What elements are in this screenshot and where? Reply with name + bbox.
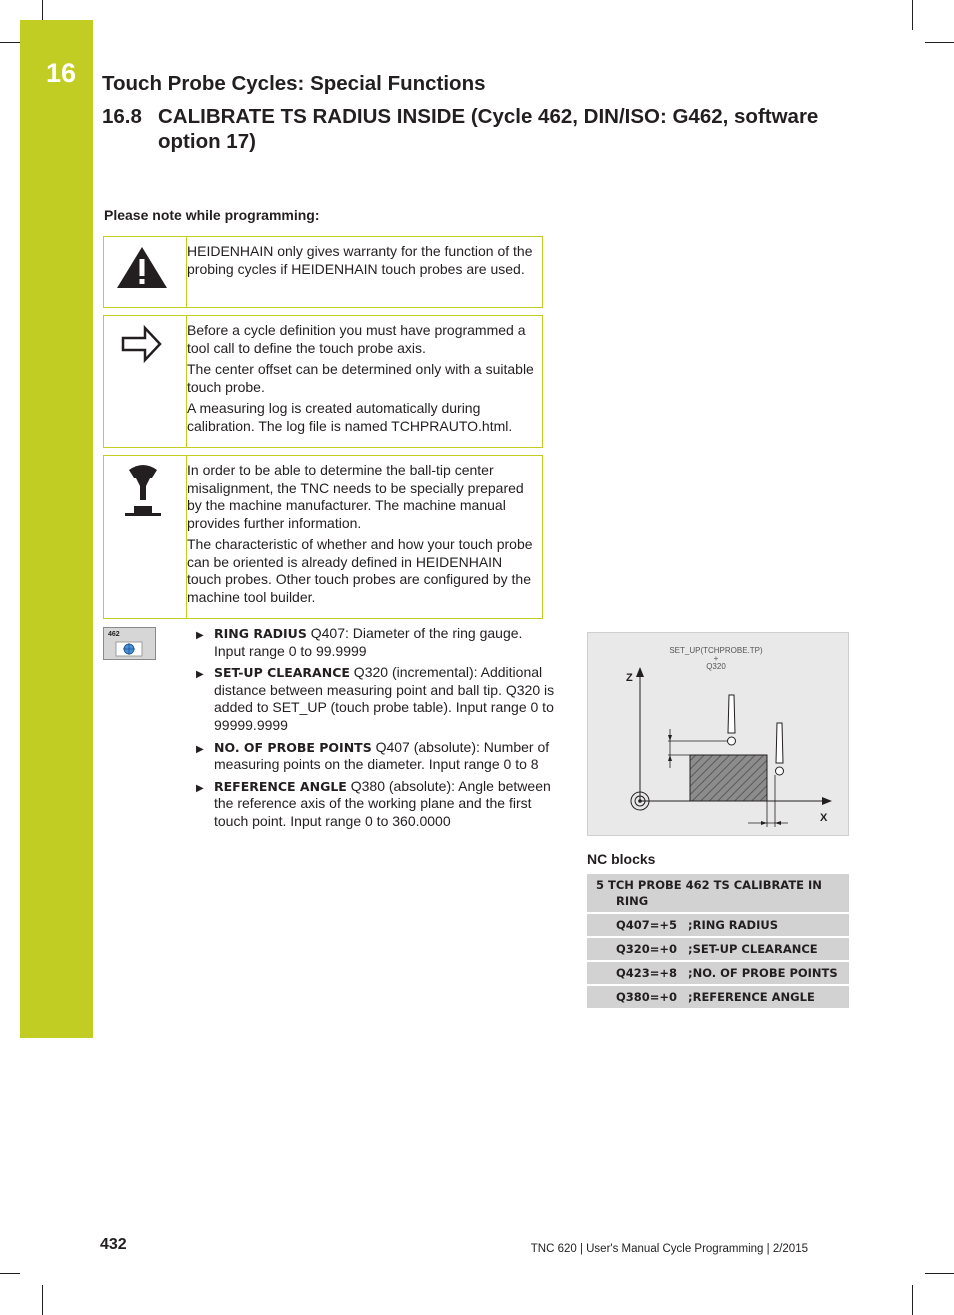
- machine-icon: [104, 456, 186, 526]
- parameter-keyword: RING RADIUS: [214, 626, 307, 641]
- parameter-item: [196, 778, 556, 831]
- softkey-label: 462: [108, 631, 120, 638]
- note-paragraph: In order to be able to determine the ball-tip center misalignment, the TNC needs to be specially prepared by the machine manufacturer. The machine manual provides further information.: [187, 462, 524, 531]
- crop-mark: [0, 42, 20, 43]
- parameter-description: Q320 (incremental): Additional distance between measuring point and ball tip. Q320 is added to SET_UP (touch probe table). Input range 0 to 99999.9999: [214, 664, 555, 733]
- note-paragraph: A measuring log is created automatically during calibration. The log file is named TCHPRAUTO.html.: [187, 400, 513, 434]
- note-box-warning: [103, 236, 543, 308]
- section-title-text: CALIBRATE TS RADIUS INSIDE (Cycle 462, DIN/ISO: G462, software option 17): [158, 105, 819, 153]
- nc-comment: ;NO. OF PROBE POINTS: [688, 966, 838, 980]
- note-paragraph: HEIDENHAIN only gives warranty for the function of the probing cycles if HEIDENHAIN touch probes are used.: [187, 243, 533, 277]
- note-paragraph: Before a cycle definition you must have programmed a tool call to define the touch probe axis.: [187, 322, 526, 356]
- nc-comment: ;REFERENCE ANGLE: [688, 990, 815, 1004]
- axis-x-label: X: [820, 812, 828, 824]
- nc-param: Q407=+5: [616, 918, 678, 932]
- section-number: 16.8: [102, 105, 142, 128]
- chapter-title: Touch Probe Cycles: Special Functions: [102, 72, 486, 95]
- nc-block-row: [587, 938, 849, 962]
- parameter-keyword: SET-UP CLEARANCE: [214, 665, 350, 681]
- parameter-item: [196, 625, 556, 660]
- note-text: [187, 456, 534, 606]
- nc-blocks-table: [587, 874, 849, 1010]
- note-text: [187, 237, 534, 278]
- figure-label-plus: +: [713, 654, 719, 663]
- crop-mark: [912, 0, 913, 30]
- nc-param: Q320=+0: [616, 942, 678, 956]
- chapter-band: [20, 20, 93, 1038]
- page-number: 432: [100, 1236, 127, 1253]
- parameter-keyword: REFERENCE ANGLE: [214, 778, 347, 794]
- note-box-machine: [103, 455, 543, 619]
- crop-mark: [42, 1285, 43, 1315]
- parameter-list: [196, 625, 556, 835]
- crop-mark: [0, 1273, 20, 1274]
- figure-drawing: [588, 633, 850, 837]
- axis-z-label: Z: [626, 672, 633, 684]
- bullet-triangle-icon: ▶: [196, 743, 204, 755]
- warning-icon: [104, 237, 186, 307]
- nc-line: RING: [616, 894, 649, 908]
- parameter-description: Q407 (absolute): Number of measuring points on the diameter. Input range 0 to 8: [214, 738, 550, 773]
- nc-block-header: [587, 874, 849, 914]
- parameter-description: Q407: Diameter of the ring gauge. Input range 0 to 99.9999: [214, 625, 523, 659]
- setup-clearance-figure: [587, 632, 849, 836]
- bullet-triangle-icon: ▶: [196, 782, 204, 794]
- bullet-triangle-icon: ▶: [196, 630, 204, 641]
- nc-comment: ;SET-UP CLEARANCE: [688, 942, 818, 956]
- figure-label-setup: SET_UP(TCHPROBE.TP): [669, 646, 763, 655]
- parameter-item: [196, 664, 556, 734]
- nc-param: Q380=+0: [616, 990, 678, 1004]
- ring-probe-icon: [104, 628, 157, 661]
- nc-block-row: [587, 962, 849, 986]
- crop-mark: [925, 42, 954, 43]
- note-box-info: [103, 315, 543, 448]
- chapter-number: 16: [46, 58, 77, 88]
- crop-mark: [925, 1273, 954, 1274]
- parameter-description: Q380 (absolute): Angle between the reference axis of the working plane and the first touch point. Input range 0 to 360.0000: [214, 777, 551, 829]
- crop-mark: [912, 1285, 913, 1315]
- nc-param: Q423=+8: [616, 966, 678, 980]
- nc-block-row: [587, 914, 849, 938]
- nc-block-row: [587, 986, 849, 1010]
- subheading: Please note while programming:: [104, 207, 320, 223]
- crop-mark: [42, 0, 43, 20]
- arrow-right-icon: [104, 316, 186, 376]
- nc-line: 5 TCH PROBE 462 TS CALIBRATE IN: [596, 878, 822, 892]
- bullet-triangle-icon: ▶: [196, 669, 204, 681]
- footer-text: TNC 620 | User's Manual Cycle Programming | 2/2015: [530, 1243, 808, 1255]
- figure-label-q320: Q320: [706, 662, 726, 671]
- parameter-item: [196, 739, 556, 774]
- note-paragraph: The characteristic of whether and how your touch probe can be oriented is already defined in HEIDENHAIN touch probes. Other touch probes are configured by the machine tool builder.: [187, 536, 533, 605]
- note-text: [187, 316, 534, 435]
- note-paragraph: The center offset can be determined only with a suitable touch probe.: [187, 361, 534, 395]
- parameter-keyword: NO. OF PROBE POINTS: [214, 739, 372, 755]
- cycle-462-softkey[interactable]: [103, 627, 156, 660]
- nc-blocks-title: NC blocks: [587, 851, 656, 867]
- nc-comment: ;RING RADIUS: [688, 918, 779, 932]
